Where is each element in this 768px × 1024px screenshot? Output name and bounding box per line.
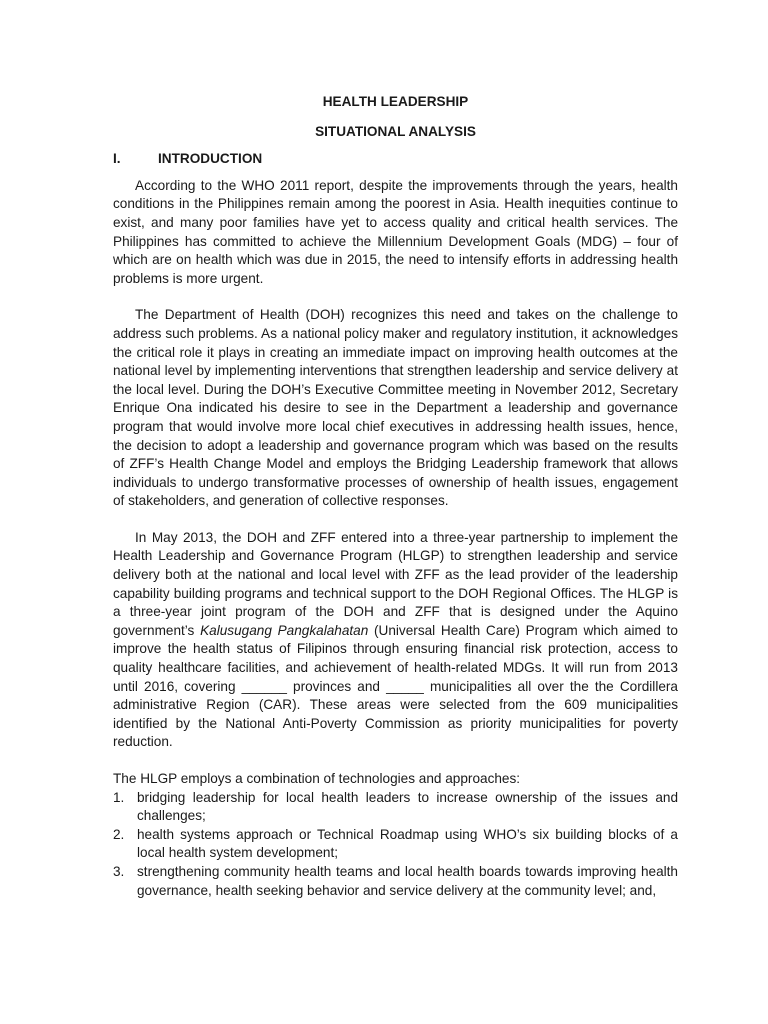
list-item-number: 2. <box>113 826 125 842</box>
list-item <box>113 863 678 900</box>
paragraph-1: According to the WHO 2011 report, despite the improvements through the years, health conditions in the Philippines remain among the poorest in Asia. Health inequities continue to exist, and many poor families have yet to access quality and critical health services. The Philippines has committed to achieve the Millennium Development Goals (MDG) – four of which are on health which was due in 2015, the need to intensify efforts in addressing health problems is more urgent. <box>113 177 678 286</box>
section-number: I. <box>113 151 121 167</box>
section-heading <box>113 150 678 169</box>
document-body <box>113 93 678 900</box>
list-item-text: health systems approach or Technical Roadmap using WHO’s six building blocks of a local health system development; <box>137 826 678 861</box>
paragraph-3-italic-term: Kalusugang Pangkalahatan <box>200 622 369 638</box>
list-item <box>113 789 678 826</box>
document-subtitle: SITUATIONAL ANALYSIS <box>315 123 476 139</box>
list-intro: The HLGP employs a combination of technologies and approaches: <box>113 771 521 786</box>
list-item-number: 3. <box>113 863 125 879</box>
paragraph-3-text-b: (Universal Health Care) Program which aimed to improve the health status of Filipinos through ensuring financial risk protection, access to quality healthcare facilities, and achievement of health-related MDGs. It will run from 2013 until 2016, covering ______ provinces and _____ municipalities all over the the Cordillera administrative Region (CAR). These areas were selected from the 609 municipalities identified by the National Anti-Poverty Commission as priority municipalities for poverty reduction. <box>113 622 678 750</box>
paragraph-2: The Department of Health (DOH) recognizes this need and takes on the challenge to address such problems. As a national policy maker and regulatory institution, it acknowledges the critical role it plays in creating an immediate impact on improving health outcomes at the national level by implementing interventions that strengthen leadership and service delivery at the local level. During the DOH’s Executive Committee meeting in November 2012, Secretary Enrique Ona indicated his desire to see in the Department a leadership and governance program that would involve more local chief executives in addressing health issues, hence, the decision to adopt a leadership and governance program which was based on the results of ZFF’s Health Change Model and employs the Bridging Leadership framework that allows individuals to undergo transformative processes of ownership of health issues, engagement of stakeholders, and generation of collective responses. <box>113 307 678 509</box>
document-title: HEALTH LEADERSHIP <box>322 94 469 109</box>
paragraph-3 <box>113 529 678 752</box>
list-item <box>113 826 678 863</box>
list-item-text: bridging leadership for local health leaders to increase ownership of the issues and challenges; <box>137 789 678 824</box>
paragraph-3-text-a: In May 2013, the DOH and ZFF entered into a three-year partnership to implement the Health Leadership and Governance Program (HLGP) to strengthen leadership and service delivery both at the national and local level with ZFF as the lead provider of the leadership capability building programs and technical support to the DOH Regional Offices. The HLGP is a three-year joint program of the DOH and ZFF that is designed under the Aquino government’s <box>113 529 678 638</box>
approaches-list <box>113 789 678 901</box>
list-item-number: 1. <box>113 789 125 805</box>
section-title: INTRODUCTION <box>158 151 263 167</box>
list-item-text: strengthening community health teams and local health boards towards improving health governance, health seeking behavior and service delivery at the community level; and, <box>137 863 678 898</box>
